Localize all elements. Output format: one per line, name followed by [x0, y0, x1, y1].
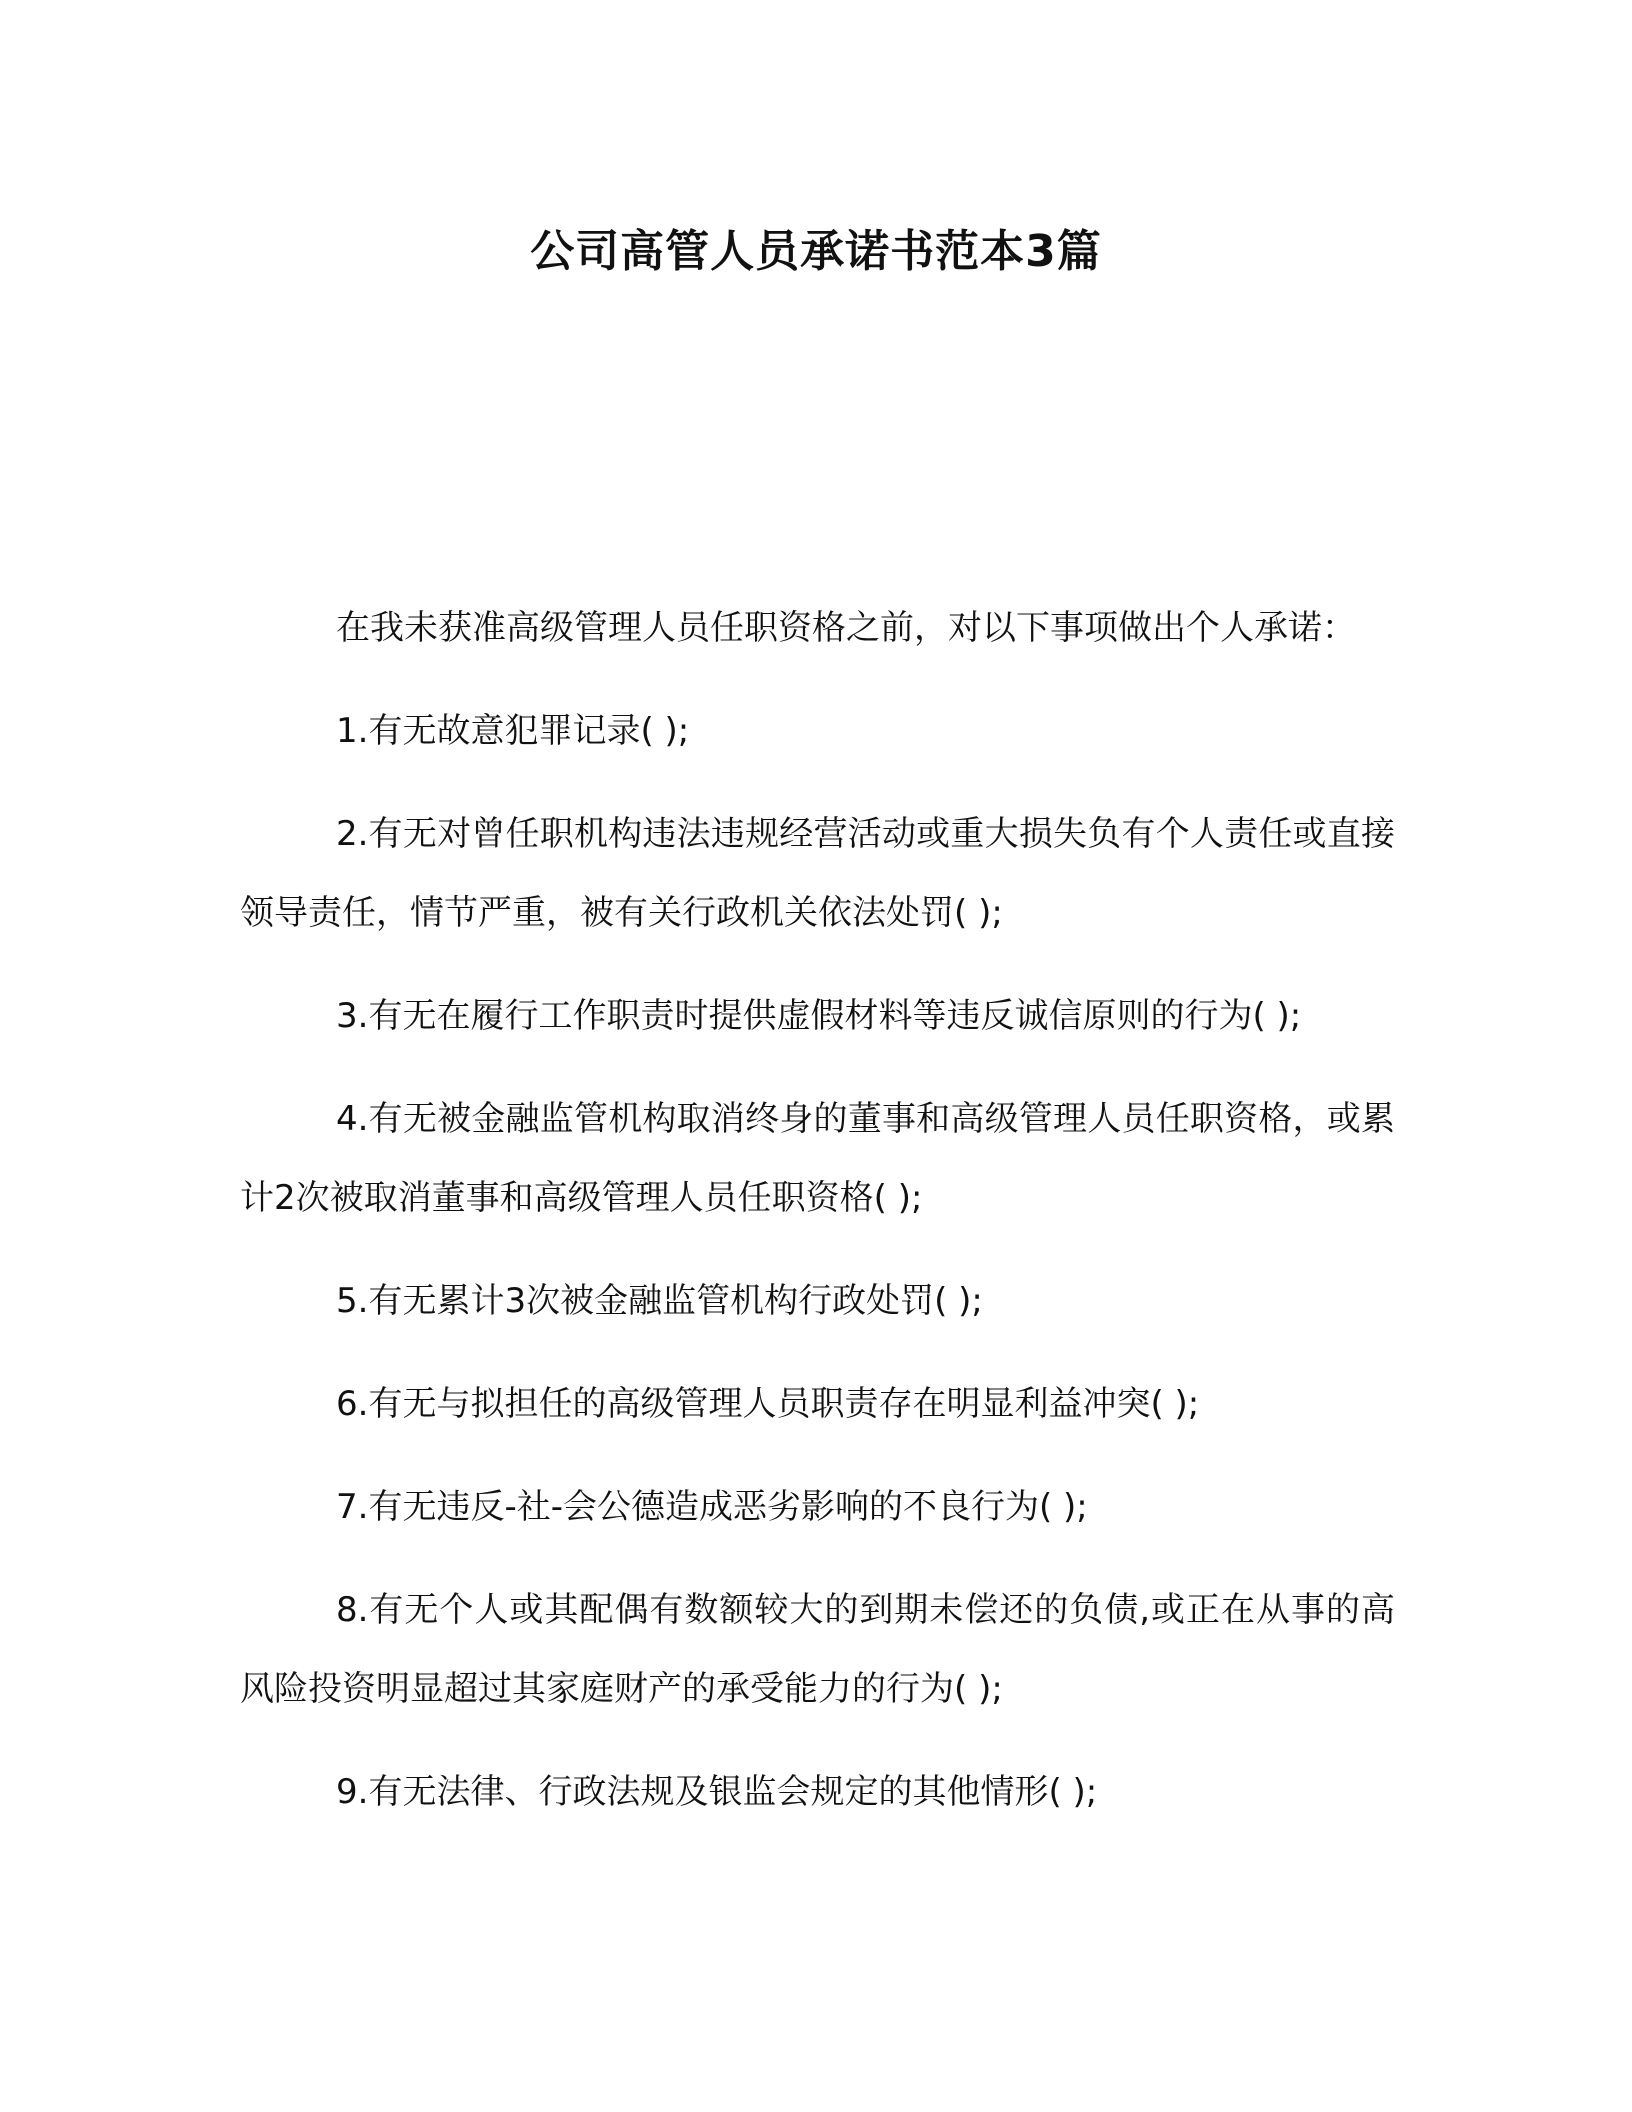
document-body [240, 589, 1395, 1856]
item-7: 7.有无违反-社-会公德造成恶劣影响的不良行为( ); [336, 1487, 1088, 1527]
item-5: 5.有无累计3次被金融监管机构行政处罚( ); [336, 1281, 983, 1321]
item-3: 3.有无在履行工作职责时提供虚假材料等违反诚信原则的行为( ); [336, 996, 1302, 1036]
item-2: 2.有无对曾任职机构违法违规经营活动或重大损失负有个人责任或直接领导责任，情节严重，被有关行政机关依法处罚( ); [240, 814, 1395, 933]
intro-paragraph: 在我未获准高级管理人员任职资格之前，对以下事项做出个人承诺： [336, 608, 1356, 648]
document-title: 公司高管人员承诺书范本3篇 [530, 226, 1102, 277]
item-9: 9.有无法律、行政法规及银监会规定的其他情形( ); [336, 1772, 1098, 1812]
item-4: 4.有无被金融监管机构取消终身的董事和高级管理人员任职资格，或累计2次被取消董事和高级管理人员任职资格( ); [240, 1099, 1395, 1218]
item-1: 1.有无故意犯罪记录( ); [336, 711, 690, 751]
item-6: 6.有无与拟担任的高级管理人员职责存在明显利益冲突( ); [336, 1384, 1200, 1424]
item-8: 8.有无个人或其配偶有数额较大的到期未偿还的负债,或正在从事的高风险投资明显超过其家庭财产的承受能力的行为( ); [240, 1590, 1395, 1709]
